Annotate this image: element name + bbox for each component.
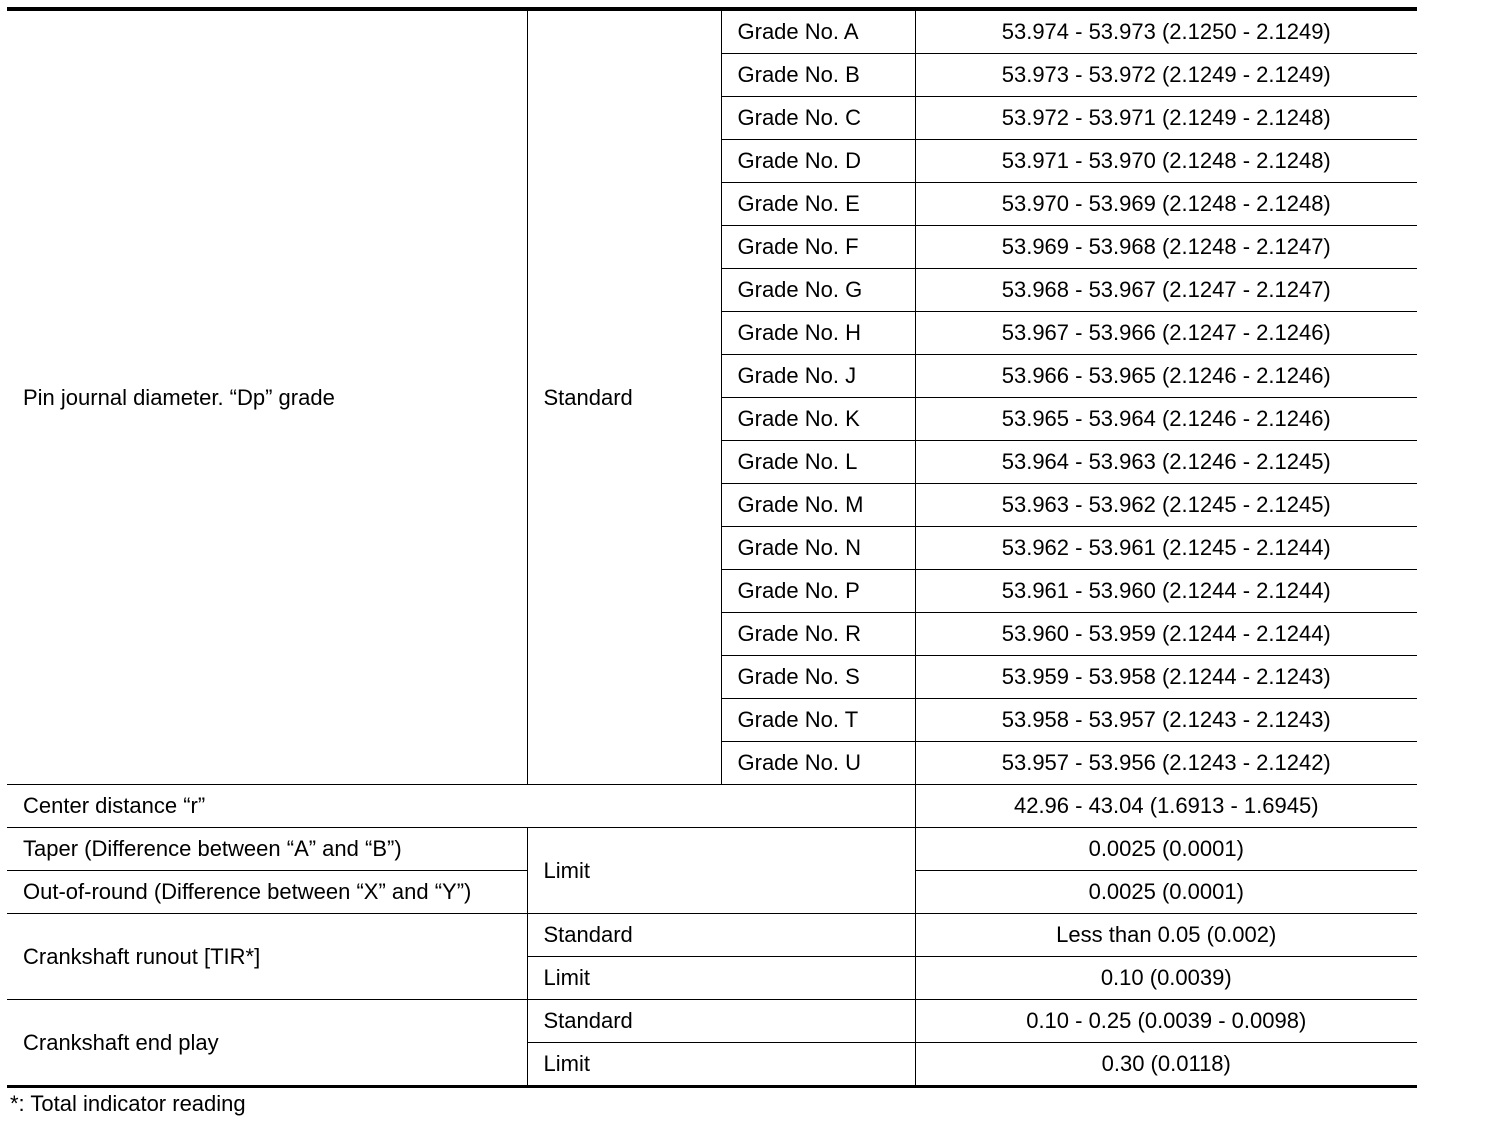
table-row: [7, 1000, 1417, 1043]
grade-label: Grade No. P: [721, 570, 915, 613]
grade-label: Grade No. E: [721, 183, 915, 226]
taper-roundness-condition: Limit: [527, 828, 915, 914]
table-row: [7, 9, 1417, 54]
end-play-limit-value: 0.30 (0.0118): [915, 1043, 1417, 1087]
pin-journal-condition: Standard: [527, 9, 721, 785]
grade-label: Grade No. L: [721, 441, 915, 484]
grade-value: 53.964 - 53.963 (2.1246 - 2.1245): [915, 441, 1417, 484]
grade-label: Grade No. K: [721, 398, 915, 441]
grade-value: 53.970 - 53.969 (2.1248 - 2.1248): [915, 183, 1417, 226]
table-row: [7, 914, 1417, 957]
grade-value: 53.967 - 53.966 (2.1247 - 2.1246): [915, 312, 1417, 355]
grade-label: Grade No. R: [721, 613, 915, 656]
grade-value: 53.971 - 53.970 (2.1248 - 2.1248): [915, 140, 1417, 183]
grade-value: 53.973 - 53.972 (2.1249 - 2.1249): [915, 54, 1417, 97]
end-play-limit-label: Limit: [527, 1043, 915, 1087]
footnote: *: Total indicator reading: [10, 1091, 246, 1116]
end-play-label: Crankshaft end play: [7, 1000, 527, 1087]
center-distance-label: Center distance “r”: [7, 785, 915, 828]
taper-value: 0.0025 (0.0001): [915, 828, 1417, 871]
end-play-standard-value: 0.10 - 0.25 (0.0039 - 0.0098): [915, 1000, 1417, 1043]
runout-label: Crankshaft runout [TIR*]: [7, 914, 527, 1000]
grade-value: 53.957 - 53.956 (2.1243 - 2.1242): [915, 742, 1417, 785]
grade-value: 53.969 - 53.968 (2.1248 - 2.1247): [915, 226, 1417, 269]
runout-standard-value: Less than 0.05 (0.002): [915, 914, 1417, 957]
grade-value: 53.972 - 53.971 (2.1249 - 2.1248): [915, 97, 1417, 140]
grade-label: Grade No. N: [721, 527, 915, 570]
grade-value: 53.974 - 53.973 (2.1250 - 2.1249): [915, 9, 1417, 54]
grade-label: Grade No. S: [721, 656, 915, 699]
grade-label: Grade No. M: [721, 484, 915, 527]
grade-label: Grade No. B: [721, 54, 915, 97]
end-play-standard-label: Standard: [527, 1000, 915, 1043]
grade-value: 53.965 - 53.964 (2.1246 - 2.1246): [915, 398, 1417, 441]
grade-label: Grade No. G: [721, 269, 915, 312]
grade-value: 53.963 - 53.962 (2.1245 - 2.1245): [915, 484, 1417, 527]
grade-label: Grade No. J: [721, 355, 915, 398]
grade-value: 53.958 - 53.957 (2.1243 - 2.1243): [915, 699, 1417, 742]
grade-value: 53.959 - 53.958 (2.1244 - 2.1243): [915, 656, 1417, 699]
grade-value: 53.961 - 53.960 (2.1244 - 2.1244): [915, 570, 1417, 613]
grade-value: 53.966 - 53.965 (2.1246 - 2.1246): [915, 355, 1417, 398]
grade-label: Grade No. A: [721, 9, 915, 54]
table-row: [7, 785, 1417, 828]
grade-label: Grade No. F: [721, 226, 915, 269]
grade-value: 53.968 - 53.967 (2.1247 - 2.1247): [915, 269, 1417, 312]
grade-label: Grade No. H: [721, 312, 915, 355]
spec-table: [7, 7, 1417, 1088]
center-distance-value: 42.96 - 43.04 (1.6913 - 1.6945): [915, 785, 1417, 828]
grade-label: Grade No. D: [721, 140, 915, 183]
grade-label: Grade No. U: [721, 742, 915, 785]
out-of-round-value: 0.0025 (0.0001): [915, 871, 1417, 914]
runout-standard-label: Standard: [527, 914, 915, 957]
runout-limit-label: Limit: [527, 957, 915, 1000]
grade-label: Grade No. C: [721, 97, 915, 140]
pin-journal-label: Pin journal diameter. “Dp” grade: [7, 9, 527, 785]
grade-label: Grade No. T: [721, 699, 915, 742]
table-row: [7, 828, 1417, 871]
runout-limit-value: 0.10 (0.0039): [915, 957, 1417, 1000]
taper-label: Taper (Difference between “A” and “B”): [7, 828, 527, 871]
grade-value: 53.962 - 53.961 (2.1245 - 2.1244): [915, 527, 1417, 570]
out-of-round-label: Out-of-round (Difference between “X” and “Y”): [7, 871, 527, 914]
grade-value: 53.960 - 53.959 (2.1244 - 2.1244): [915, 613, 1417, 656]
